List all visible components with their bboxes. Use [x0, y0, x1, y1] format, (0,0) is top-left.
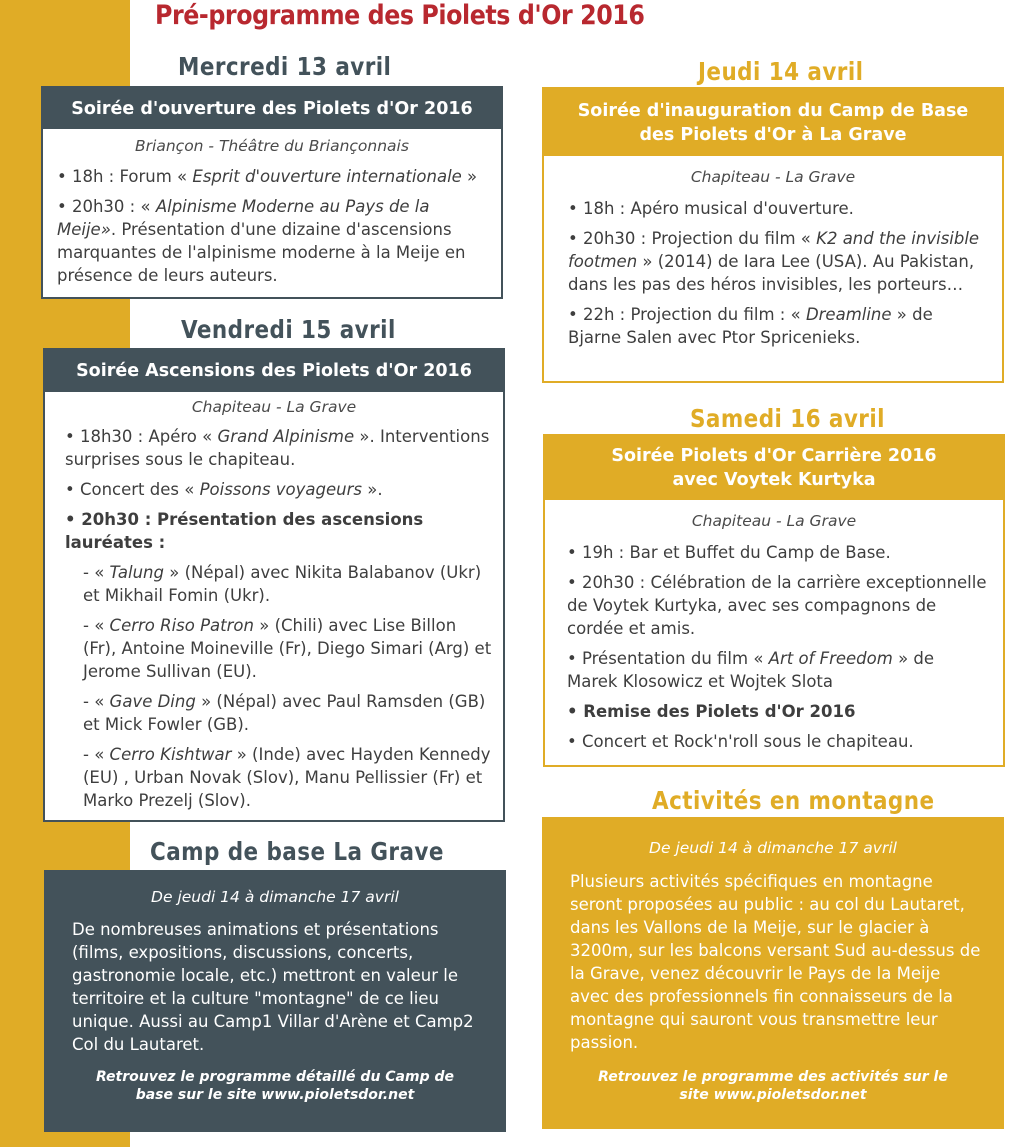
friday-sub-gave-ding: - « Gave Ding » (Népal) avec Paul Ramsden (GB) et Mick Fowler (GB). — [83, 692, 486, 734]
saturday-event-title — [545, 436, 1003, 500]
camp-description: De nombreuses animations et présentations (films, expositions, discussions, concerts, gastronomie locale, etc.) mettront en valeur le territoire et la culture "montagne" de ce lieu unique. Aussi au Camp1 Villar d'Arène et Camp2 Col du Lautaret. — [72, 920, 474, 1054]
camp-footer: Retrouvez le programme détaillé du Camp de base sur le site www.piolets​dor.net — [95, 1069, 455, 1103]
activities-title: Activités en montagne — [652, 786, 935, 815]
thursday-venue: Chapiteau - La Grave — [690, 168, 856, 186]
saturday-title-line1: Soirée Piolets d'Or Carrière 2016 — [611, 446, 937, 466]
friday-item-apero: • 18h30 : Apéro « Grand Alpinisme ». Interventions surprises sous le chapiteau. — [65, 427, 490, 469]
thursday-day-title: Jeudi 14 avril — [698, 57, 864, 86]
saturday-item-celebration: • 20h30 : Célébration de la carrière exceptionnelle de Voytek Kurtyka, avec ses compagnons de cordée et amis. — [567, 573, 987, 638]
friday-day-title: Vendredi 15 avril — [181, 315, 396, 344]
friday-sub-cerro-riso-patron: - « Cerro Riso Patron » (Chili) avec Lise Billon (Fr), Antoine Moineville (Fr), Diego Simari (Arg) et Jerome Sullivan (EU). — [83, 616, 492, 681]
friday-item-concert: • Concert des « Poissons voyageurs ». — [65, 480, 383, 499]
thursday-item-k2: • 20h30 : Projection du film « K2 and the invisible footmen » (2014) de Iara Lee (USA). Au Pakistan, dans les pas des héros invisibles, les porteurs… — [568, 229, 980, 294]
saturday-title-line2: avec Voytek Kurtyka — [672, 470, 876, 490]
camp-box — [44, 870, 506, 1132]
wednesday-venue: Briançon - Théâtre du Briançonnais — [135, 137, 409, 155]
saturday-items — [545, 530, 1003, 753]
saturday-item-film: • Présentation du film « Art of Freedom » de Marek Klosowicz et Wojtek Slota — [567, 649, 935, 691]
thursday-title-line1: Soirée d'inauguration du Camp de Base — [577, 101, 969, 121]
friday-event-title: Soirée Ascensions des Piolets d'Or 2016 — [45, 350, 503, 392]
activities-description: Plusieurs activités spécifiques en montagne seront proposées au public : au col du Lautaret, dans les Vallons de la Meije, sur le glacier à 3200m, sur les balcons versant Sud au-dessus de la Grave, venez découvrir le Pays de la Meije avec des professionnels fin connaisseurs de la montagne qui sauront vous transmettre leur passion. — [570, 872, 981, 1052]
thursday-title-line2: des Piolets d'Or à La Grave — [639, 125, 907, 145]
saturday-item-concert: • Concert et Rock'n'roll sous le chapiteau. — [567, 732, 914, 751]
wednesday-items — [43, 155, 501, 287]
thursday-item-apero: • 18h : Apéro musical d'ouverture. — [568, 199, 854, 218]
friday-sub-talung: - « Talung » (Népal) avec Nikita Balabanov (Ukr) et Mikhail Fomin (Ukr). — [83, 563, 482, 605]
saturday-event-box — [543, 434, 1005, 767]
thursday-event-box — [542, 87, 1004, 383]
activities-box — [542, 817, 1004, 1129]
activities-dates: De jeudi 14 à dimanche 17 avril — [649, 839, 897, 857]
activities-footer: Retrouvez le programme des activités sur le site www.piolets​dor.net — [598, 1069, 948, 1103]
friday-items — [45, 416, 503, 812]
saturday-item-remise: • Remise des Piolets d'Or 2016 — [567, 702, 856, 721]
thursday-event-title — [544, 89, 1002, 156]
saturday-item-bar: • 19h : Bar et Buffet du Camp de Base. — [567, 543, 891, 562]
wednesday-item-alpinisme: • 20h30 : « Alpinisme Moderne au Pays de la Meije». Présentation d'une dizaine d'ascensions marquantes de l'alpinisme moderne à la Meije en présence de leurs auteurs. — [57, 197, 466, 285]
friday-venue: Chapiteau - La Grave — [191, 398, 357, 416]
wednesday-item-forum: • 18h : Forum « Esprit d'ouverture internationale » — [57, 167, 478, 186]
saturday-venue: Chapiteau - La Grave — [691, 512, 857, 530]
friday-item-ascensions: • 20h30 : Présentation des ascensions lauréates : — [65, 510, 424, 552]
thursday-item-dreamline: • 22h : Projection du film : « Dreamline » de Bjarne Salen avec Ptor Spricenieks. — [568, 305, 933, 347]
page-title: Pré-programme des Piolets d'Or 2016 — [155, 0, 645, 31]
saturday-day-title: Samedi 16 avril — [690, 404, 885, 433]
friday-sub-cerro-kishtwar: - « Cerro Kishtwar » (Inde) avec Hayden Kennedy (EU) , Urban Novak (Slov), Manu Pellissier (Fr) et Marko Prezelj (Slov). — [83, 745, 491, 810]
friday-event-box — [43, 348, 505, 822]
camp-title: Camp de base La Grave — [150, 837, 444, 866]
wednesday-event-title: Soirée d'ouverture des Piolets d'Or 2016 — [43, 88, 501, 129]
camp-dates: De jeudi 14 à dimanche 17 avril — [151, 888, 399, 906]
thursday-items — [544, 186, 1002, 349]
wednesday-event-box — [41, 86, 503, 299]
wednesday-day-title: Mercredi 13 avril — [178, 52, 392, 81]
